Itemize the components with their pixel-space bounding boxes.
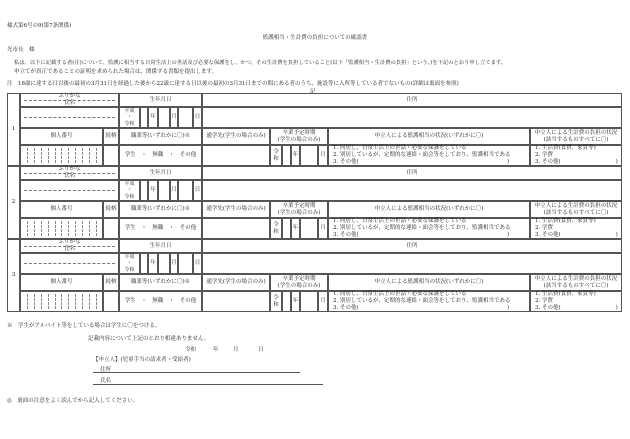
era-dot: ・	[126, 187, 132, 194]
grad-era-label: 令和	[273, 294, 279, 308]
ki-heading: 記	[310, 89, 316, 95]
custody-header-label: 申立人による監護相当の状況(いずれかに〇)	[374, 206, 484, 213]
custody-option: 3. その他( )	[333, 304, 510, 311]
relation-header	[103, 274, 119, 291]
custody-option: 3. その他( )	[333, 158, 510, 165]
school-input[interactable]	[202, 218, 270, 239]
grad-era	[270, 291, 282, 312]
era-dot: ・	[126, 114, 132, 121]
date-month: 月	[233, 347, 239, 353]
row-number	[7, 93, 20, 166]
expense-header	[530, 128, 622, 145]
expense-option: 2. 学費	[535, 225, 553, 232]
digit-divider	[75, 294, 76, 309]
expense-options[interactable]	[530, 218, 622, 239]
relation-input[interactable]	[103, 145, 119, 166]
day-label-label: 日	[194, 260, 201, 267]
graduation-header	[270, 274, 328, 291]
custody-header-label: 申立人による監護相当の状況(いずれかに〇)	[374, 133, 484, 140]
furigana-label: ふりがな	[58, 166, 81, 173]
digit-divider	[75, 221, 76, 236]
digit-divider	[61, 148, 62, 163]
digit-divider	[55, 221, 56, 236]
furigana-divider	[24, 263, 115, 264]
digit-divider	[48, 148, 49, 163]
occupation-header-label: 職業等(いずれかに〇)※	[130, 279, 191, 286]
divider	[24, 246, 115, 247]
school-header-label: 通学先(学生の場合のみ)	[206, 206, 266, 213]
expense-note: (該当するものすべてに〇)	[543, 209, 609, 216]
my-number-header	[20, 128, 103, 145]
grad-era-label: 令和	[273, 221, 279, 235]
birthdate-header-label: 生年月日	[149, 96, 172, 103]
expense-option: 1. 生活費(食費、家賃等)	[535, 291, 596, 298]
date-year: 年	[213, 347, 219, 353]
name-label: 氏名	[63, 246, 75, 252]
expense-option: 1. 生活費(食費、家賃等)	[535, 145, 596, 152]
occupation-options-label: 学生 ・ 無職 ・ その他	[124, 152, 197, 159]
digit-divider	[96, 221, 97, 236]
date-day: 日	[258, 347, 264, 353]
school-header-label: 通学先(学生の場合のみ)	[206, 279, 266, 286]
my-number-header	[20, 274, 103, 291]
era-reiwa: 令和	[124, 266, 135, 273]
address-header-label: 住所	[406, 242, 418, 249]
digit-divider	[89, 221, 90, 236]
grad-month-input[interactable]	[300, 218, 318, 239]
digit-divider	[27, 294, 28, 309]
expense-label: 申立人による生計費の負担の状況	[534, 202, 618, 209]
address-header-label: 住所	[406, 169, 418, 176]
occupation-header-label: 職業等(いずれかに〇)※	[130, 206, 191, 213]
school-header	[202, 201, 270, 218]
occupation-header-label: 職業等(いずれかに〇)※	[130, 133, 191, 140]
form-number: 様式第6号の9(第7条関係)	[7, 23, 72, 29]
era-reiwa: 令和	[124, 120, 135, 127]
name-label: 氏名	[63, 173, 75, 179]
grad-month-label	[318, 218, 328, 239]
expense-option: 2. 学費	[535, 152, 553, 159]
digit-divider	[55, 294, 56, 309]
date-era: 令和	[185, 347, 197, 353]
month-label	[170, 180, 178, 201]
era-select[interactable]	[119, 107, 140, 128]
expense-label: 申立人による生計費の負担の状況	[534, 129, 618, 136]
birthdate-header-label: 生年月日	[149, 242, 172, 249]
birth-year-input[interactable]	[140, 253, 148, 274]
relation-input[interactable]	[103, 218, 119, 239]
digit-divider	[41, 221, 42, 236]
digit-divider	[68, 294, 69, 309]
divider	[24, 173, 115, 174]
grad-era	[270, 145, 282, 166]
my-number-header	[20, 201, 103, 218]
school-input[interactable]	[202, 145, 270, 166]
intro-text-1: 私は、以下に記載する者(注)について、監護に相当する日常生活上の世話及び必要な保護をし、かつ、その生計費を負担していること(以下「監護相当・生計費の負担」という。)を下記のとおり申し立てます。	[14, 60, 507, 66]
address-header-label: 住所	[406, 96, 418, 103]
applicant-address-field[interactable]	[93, 372, 300, 373]
custody-header	[328, 128, 530, 145]
graduation-label: 卒業予定時期	[282, 129, 316, 136]
occupation-header	[119, 201, 202, 218]
furigana-label: ふりがな	[58, 239, 81, 246]
grad-year-label-label: 年	[292, 152, 299, 159]
birth-month-input[interactable]	[158, 253, 170, 274]
address-header	[202, 166, 622, 180]
birth-day-input[interactable]	[178, 253, 193, 274]
year-label-label: 年	[150, 260, 156, 267]
grad-year-label	[291, 145, 300, 166]
month-label-label: 月	[171, 114, 177, 121]
note-text: 注 18歳に達する日以後の最初の3月31日を経過した後から22歳に達する日以後の最初の3月31日までの間にある者のうち、施設等に入所等している者でないもの(詳細は裏面を参照)	[7, 81, 459, 87]
grad-month-label-label: 月	[320, 298, 326, 305]
birth-year-input[interactable]	[140, 180, 148, 201]
relation-header-label: 続柄	[105, 206, 117, 213]
intro-text-2: 申立てが真正であることの証明を求められた場合は、関係する書類を提出します。	[14, 69, 218, 75]
expense-option: 3. その他( )	[535, 304, 618, 311]
occupation-options[interactable]	[119, 291, 202, 312]
birthdate-header	[119, 239, 202, 253]
school-input[interactable]	[202, 291, 270, 312]
address-input[interactable]	[202, 253, 622, 274]
expense-note: (該当するものすべてに〇)	[543, 282, 609, 289]
applicant-address-label: 住所	[100, 367, 112, 373]
divider	[24, 100, 115, 101]
form-title: 監護相当・生計費の負担についての確認書	[262, 35, 368, 41]
grad-era-label: 令和	[273, 148, 279, 162]
occupation-options-label: 学生 ・ 無職 ・ その他	[124, 298, 197, 305]
custody-option: 2. 別居しているが、定期的な連絡・面会等をしており、監護相当である	[333, 225, 511, 232]
expense-label: 申立人による生計費の負担の状況	[534, 275, 618, 282]
custody-option: 1. 同居し、日常生活上の世話・必要な保護をしている	[333, 145, 467, 152]
birth-day-input[interactable]	[178, 180, 193, 201]
relation-header	[103, 128, 119, 145]
grad-year-label-label: 年	[292, 225, 299, 232]
grad-year-label-label: 年	[292, 298, 299, 305]
occupation-header	[119, 128, 202, 145]
expense-option: 3. その他( )	[535, 158, 618, 165]
expense-note: (該当するものすべてに〇)	[543, 136, 609, 143]
bottom-note: ◎ 裏面の注意をよく読んでから記入してください。	[7, 398, 139, 404]
digit-divider	[68, 148, 69, 163]
grad-year-label	[291, 218, 300, 239]
digit-divider	[27, 221, 28, 236]
birthdate-header	[119, 93, 202, 107]
my-number-header-label: 個人番号	[50, 133, 73, 140]
digit-divider	[41, 294, 42, 309]
applicant-name-label: 氏名	[100, 378, 112, 384]
year-label-label: 年	[150, 187, 156, 194]
digit-divider	[75, 148, 76, 163]
digit-divider	[96, 148, 97, 163]
day-label-label: 日	[194, 114, 201, 121]
digit-divider	[48, 221, 49, 236]
grad-month-label-label: 月	[320, 225, 326, 232]
digit-divider	[68, 221, 69, 236]
digit-divider	[34, 221, 35, 236]
birthdate-header	[119, 166, 202, 180]
era-select[interactable]	[119, 253, 140, 274]
row-number	[7, 239, 20, 312]
custody-options[interactable]	[328, 291, 530, 312]
custody-option: 2. 別居しているが、定期的な連絡・面会等をしており、監護相当である	[333, 298, 511, 305]
custody-header-label: 申立人による監護相当の状況(いずれかに〇)	[374, 279, 484, 286]
graduation-note: (学生の場合のみ)	[277, 209, 321, 216]
graduation-label: 卒業予定時期	[282, 275, 316, 282]
expense-option: 3. その他( )	[535, 231, 618, 238]
custody-option: 1. 同居し、日常生活上の世話・必要な保護をしている	[333, 218, 467, 225]
expense-header	[530, 201, 622, 218]
school-header	[202, 274, 270, 291]
digit-divider	[27, 148, 28, 163]
grad-month-label-label: 月	[320, 152, 326, 159]
day-label	[193, 253, 202, 274]
digit-divider	[55, 148, 56, 163]
era-heisei: 平成	[124, 108, 135, 115]
digit-divider	[41, 148, 42, 163]
custody-options[interactable]	[328, 145, 530, 166]
grad-year-input[interactable]	[282, 218, 291, 239]
era-reiwa: 令和	[124, 193, 135, 200]
digit-divider	[34, 294, 35, 309]
graduation-label: 卒業予定時期	[282, 202, 316, 209]
furigana-divider	[24, 117, 115, 118]
grad-era	[270, 218, 282, 239]
digit-divider	[82, 148, 83, 163]
digit-divider	[89, 148, 90, 163]
custody-header	[328, 201, 530, 218]
grad-year-label	[291, 291, 300, 312]
digit-divider	[48, 294, 49, 309]
grad-month-input[interactable]	[300, 291, 318, 312]
year-label	[148, 253, 158, 274]
occupation-options[interactable]	[119, 145, 202, 166]
digit-divider	[82, 221, 83, 236]
custody-options[interactable]	[328, 218, 530, 239]
month-label	[170, 253, 178, 274]
relation-input[interactable]	[103, 291, 119, 312]
digit-divider	[82, 294, 83, 309]
custody-option: 3. その他( )	[333, 231, 510, 238]
expense-header	[530, 274, 622, 291]
digit-divider	[96, 294, 97, 309]
year-label-label: 年	[150, 114, 156, 121]
occupation-header	[119, 274, 202, 291]
expense-option: 1. 生活費(食費、家賃等)	[535, 218, 596, 225]
digit-divider	[89, 294, 90, 309]
expense-option: 2. 学費	[535, 298, 553, 305]
row-number-label: 3	[11, 272, 16, 279]
row-number-label: 2	[11, 199, 16, 206]
grad-month-input[interactable]	[300, 145, 318, 166]
custody-option: 2. 別居しているが、定期的な連絡・面会等をしており、監護相当である	[333, 152, 511, 159]
grad-year-input[interactable]	[282, 145, 291, 166]
footnote: ※ 学生がアルバイト等をしている場合は学生に〇をつける。	[7, 323, 161, 329]
school-header-label: 通学先(学生の場合のみ)	[206, 133, 266, 140]
occupation-options-label: 学生 ・ 無職 ・ その他	[124, 225, 197, 232]
row-number-label: 1	[11, 126, 16, 133]
digit-divider	[34, 148, 35, 163]
era-heisei: 平成	[124, 254, 135, 261]
applicant-name-field[interactable]	[93, 384, 323, 385]
row-number	[7, 166, 20, 239]
address-input[interactable]	[202, 180, 622, 201]
furigana-label: ふりがな	[58, 93, 81, 100]
furigana-divider	[24, 190, 115, 191]
relation-header	[103, 201, 119, 218]
graduation-note: (学生の場合のみ)	[277, 136, 321, 143]
day-label	[193, 107, 202, 128]
graduation-header	[270, 201, 328, 218]
graduation-note: (学生の場合のみ)	[277, 282, 321, 289]
era-select[interactable]	[119, 180, 140, 201]
month-label	[170, 107, 178, 128]
birth-month-input[interactable]	[158, 107, 170, 128]
month-label-label: 月	[171, 187, 177, 194]
addressee: 光市長 様	[7, 47, 35, 53]
grad-month-label	[318, 145, 328, 166]
era-heisei: 平成	[124, 181, 135, 188]
birth-year-input[interactable]	[140, 107, 148, 128]
custody-header	[328, 274, 530, 291]
birthdate-header-label: 生年月日	[149, 169, 172, 176]
custody-option: 1. 同居し、日常生活上の世話・必要な保護をしている	[333, 291, 467, 298]
grad-year-input[interactable]	[282, 291, 291, 312]
birth-month-input[interactable]	[158, 180, 170, 201]
address-input[interactable]	[202, 107, 622, 128]
expense-options[interactable]	[530, 145, 622, 166]
my-number-header-label: 個人番号	[50, 206, 73, 213]
address-header	[202, 93, 622, 107]
occupation-options[interactable]	[119, 218, 202, 239]
graduation-header	[270, 128, 328, 145]
day-label-label: 日	[194, 187, 201, 194]
year-label	[148, 107, 158, 128]
declaration: 記載内容について上記のとおり相違ありません。	[88, 336, 210, 342]
year-label	[148, 180, 158, 201]
digit-divider	[61, 221, 62, 236]
birth-day-input[interactable]	[178, 107, 193, 128]
school-header	[202, 128, 270, 145]
era-dot: ・	[126, 260, 132, 267]
applicant-label: 【申立人】(児童手当の請求者・受給者)	[93, 357, 191, 363]
digit-divider	[61, 294, 62, 309]
relation-header-label: 続柄	[105, 279, 117, 286]
my-number-header-label: 個人番号	[50, 279, 73, 286]
address-header	[202, 239, 622, 253]
month-label-label: 月	[171, 260, 177, 267]
name-label: 氏名	[63, 100, 75, 106]
day-label	[193, 180, 202, 201]
grad-month-label	[318, 291, 328, 312]
expense-options[interactable]	[530, 291, 622, 312]
relation-header-label: 続柄	[105, 133, 117, 140]
